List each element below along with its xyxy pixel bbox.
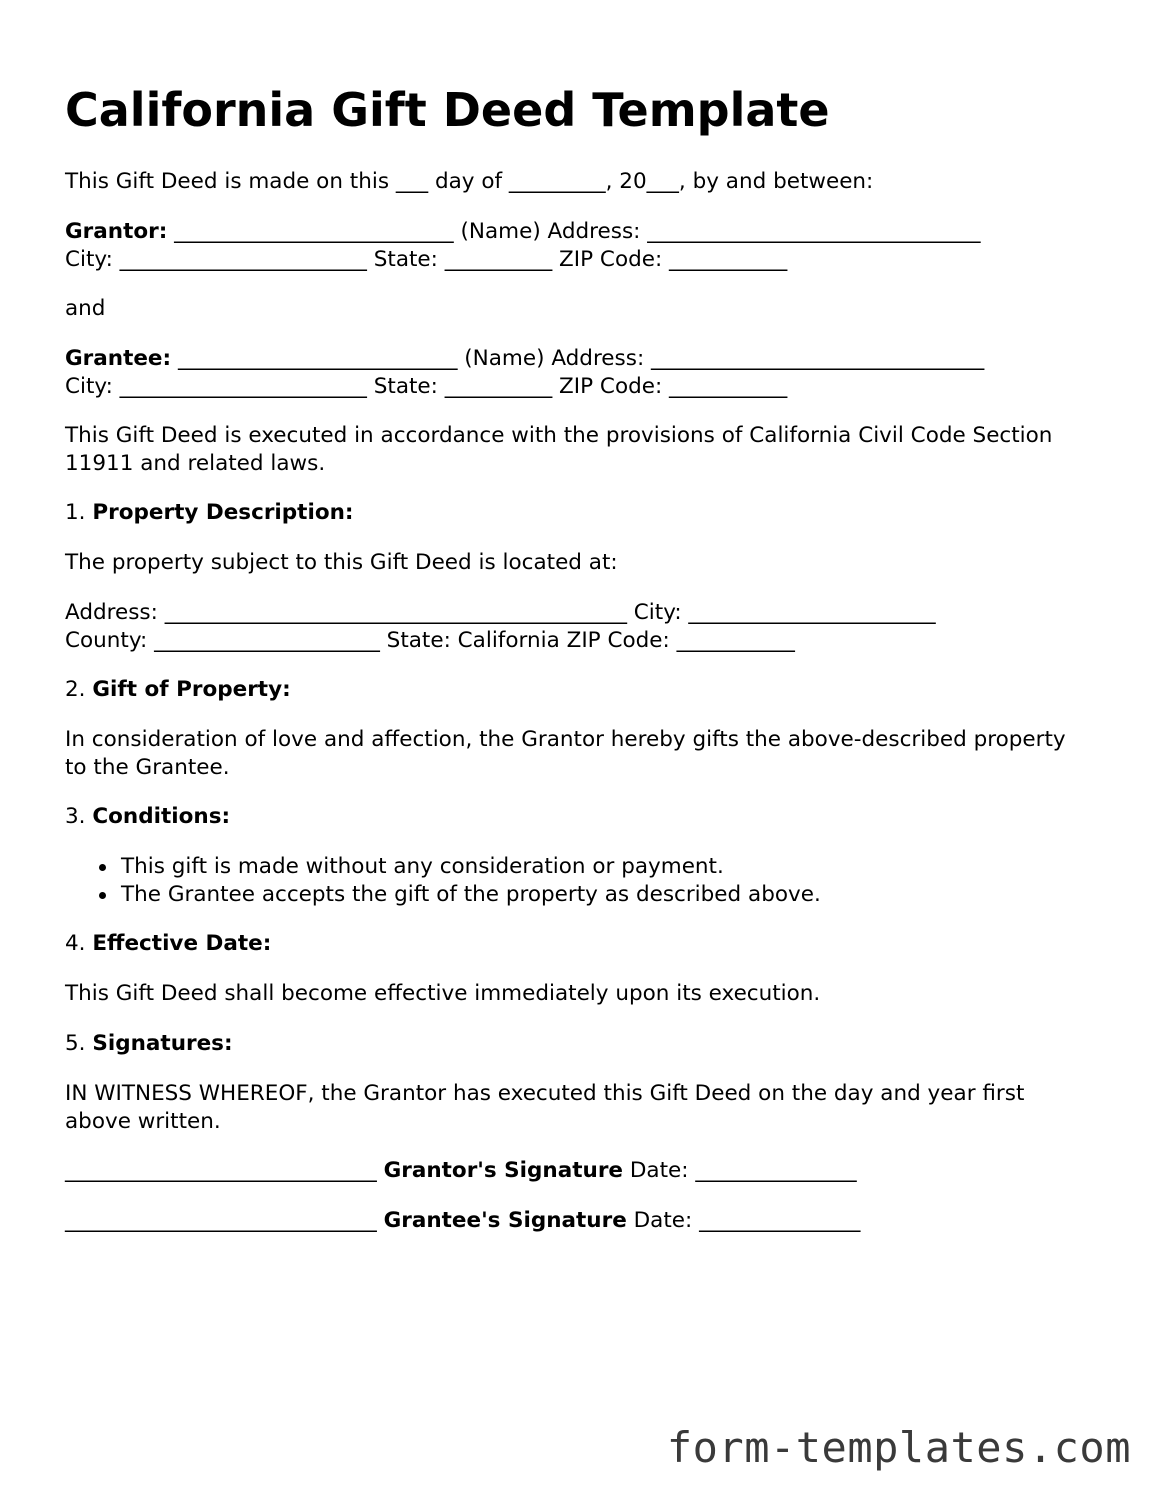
grantee-signature-line <box>65 1207 860 1235</box>
section-3-heading <box>65 803 230 831</box>
section-number: 5. <box>65 1031 93 1056</box>
section-4-heading <box>65 930 271 958</box>
intro-line: This Gift Deed is made on this ___ day of _________, 20___, by and between: <box>65 169 874 194</box>
property-location-fields <box>65 599 936 654</box>
signature-date-field: Date: _______________ <box>623 1158 857 1183</box>
property-county-line: County: _____________________ State: California ZIP Code: ___________ <box>65 627 795 653</box>
grantor-line-1 <box>65 218 981 246</box>
grantee-line-1 <box>65 345 984 373</box>
section-5-heading <box>65 1030 233 1058</box>
section-title: Effective Date: <box>92 931 272 956</box>
section-title: Property Description: <box>92 500 354 525</box>
signature-blank: _____________________________ <box>65 1208 384 1233</box>
signature-date-field: Date: _______________ <box>626 1208 861 1233</box>
section-title: Gift of Property: <box>92 677 291 702</box>
property-intro: The property subject to this Gift Deed is located at: <box>65 550 618 575</box>
list-item: The Grantee accepts the gift of the property as described above. <box>65 881 821 909</box>
grantor-name-address-fields: __________________________ (Name) Address: _______________________________ <box>167 219 981 244</box>
section-number: 3. <box>65 804 93 829</box>
list-item: This gift is made without any consideration or payment. <box>65 853 821 881</box>
signature-blank: _____________________________ <box>65 1158 384 1183</box>
section-1-heading <box>65 499 354 527</box>
property-address-line: Address: ___________________________________________ City: _______________________ <box>65 600 936 625</box>
conditions-list <box>65 853 821 908</box>
section-title: Conditions: <box>92 804 231 829</box>
grantee-block <box>65 345 984 400</box>
site-watermark: form-templates.com <box>666 1423 1131 1472</box>
effective-paragraph: This Gift Deed shall become effective immediately upon its execution. <box>65 981 821 1006</box>
grantor-signature-line <box>65 1157 857 1185</box>
grantee-label: Grantee: <box>65 346 172 371</box>
grantee-city-state-zip: City: _______________________ State: __________ ZIP Code: ___________ <box>65 373 788 399</box>
gift-paragraph: In consideration of love and affection, the Grantor hereby gifts the above-described property to the Grantee. <box>65 727 1066 780</box>
signature-label: Grantee's Signature <box>383 1208 627 1233</box>
document-title: California Gift Deed Template <box>65 83 830 137</box>
grantor-label: Grantor: <box>65 219 168 244</box>
grantor-block <box>65 218 981 273</box>
grantee-name-address-fields: __________________________ (Name) Address: _______________________________ <box>171 346 985 371</box>
section-title: Signatures: <box>92 1031 233 1056</box>
witness-paragraph: IN WITNESS WHEREOF, the Grantor has executed this Gift Deed on the day and year first above written. <box>65 1081 1025 1134</box>
and-text: and <box>65 296 106 321</box>
signature-label: Grantor's Signature <box>383 1158 624 1183</box>
section-number: 2. <box>65 677 93 702</box>
section-number: 4. <box>65 931 93 956</box>
executed-paragraph: This Gift Deed is executed in accordance with the provisions of California Civil Code Section 11911 and related laws. <box>65 423 1053 476</box>
section-2-heading <box>65 676 291 704</box>
grantor-city-state-zip: City: _______________________ State: __________ ZIP Code: ___________ <box>65 246 788 272</box>
section-number: 1. <box>65 500 93 525</box>
